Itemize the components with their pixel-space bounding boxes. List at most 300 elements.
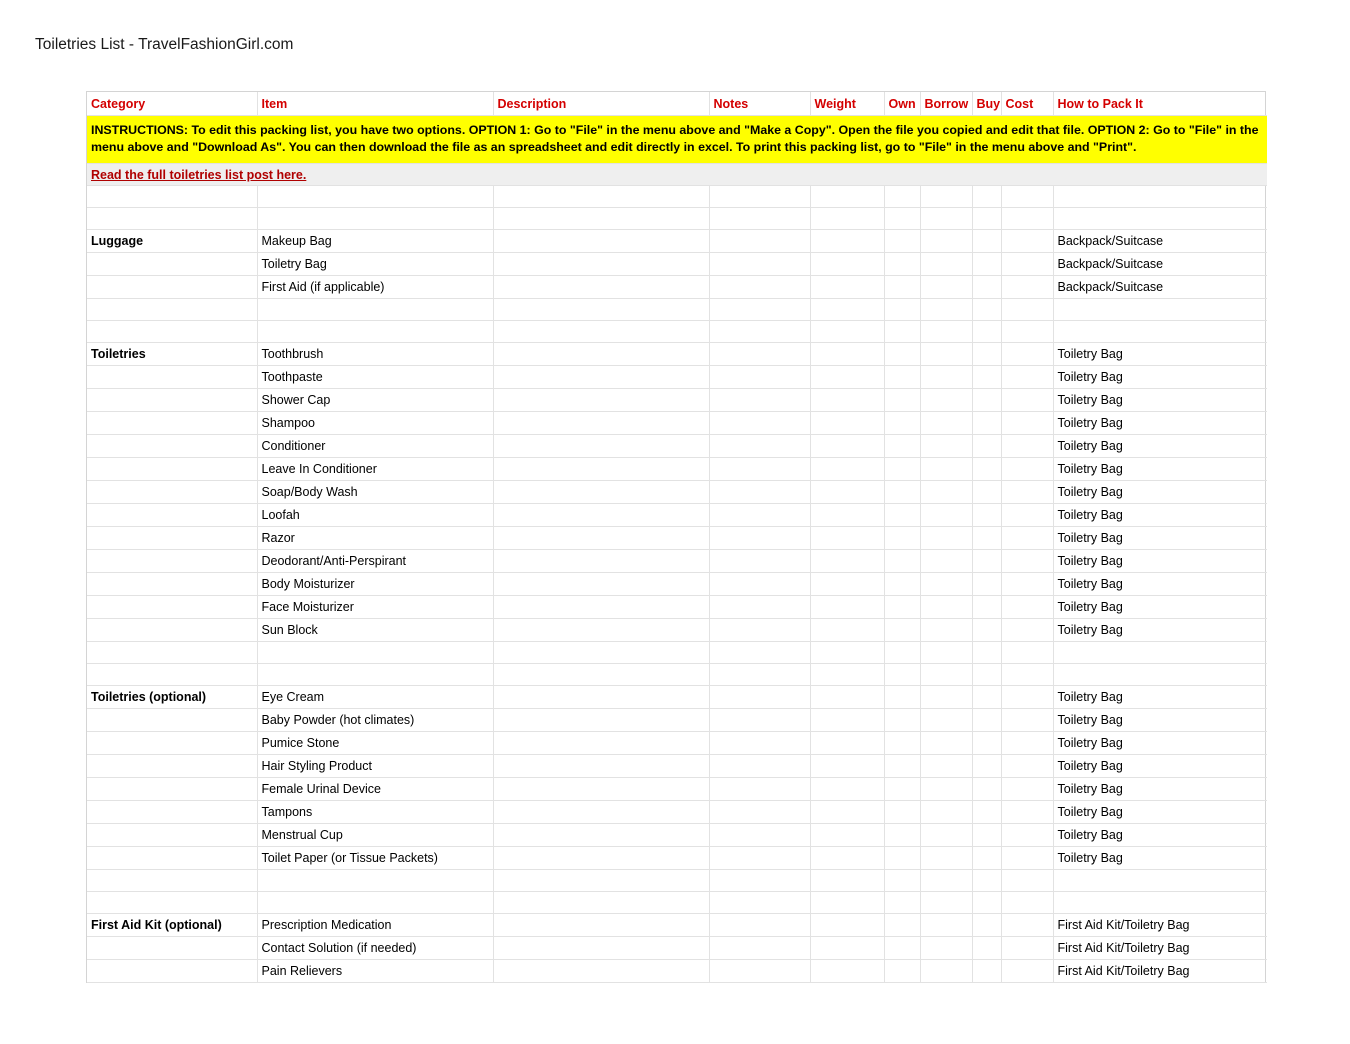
cell-cost[interactable] [1001, 960, 1053, 983]
cell-notes[interactable] [709, 550, 810, 573]
column-header[interactable]: How to Pack It [1053, 92, 1267, 116]
cell-buy[interactable] [972, 299, 1001, 321]
cell-own[interactable] [884, 686, 920, 709]
cell-own[interactable] [884, 435, 920, 458]
cell-desc[interactable] [493, 389, 709, 412]
cell-category[interactable] [87, 276, 257, 299]
cell-own[interactable] [884, 937, 920, 960]
cell-notes[interactable] [709, 937, 810, 960]
cell-cost[interactable] [1001, 321, 1053, 343]
cell-cost[interactable] [1001, 186, 1053, 208]
cell-cost[interactable] [1001, 504, 1053, 527]
cell-item[interactable]: Loofah [257, 504, 493, 527]
cell-how-to-pack[interactable]: Toiletry Bag [1053, 435, 1267, 458]
cell-buy[interactable] [972, 276, 1001, 299]
cell-borrow[interactable] [920, 870, 972, 892]
cell-how-to-pack[interactable]: Toiletry Bag [1053, 458, 1267, 481]
cell-weight[interactable] [810, 732, 884, 755]
cell-category[interactable] [87, 321, 257, 343]
cell-weight[interactable] [810, 960, 884, 983]
cell-borrow[interactable] [920, 481, 972, 504]
cell-notes[interactable] [709, 573, 810, 596]
cell-own[interactable] [884, 778, 920, 801]
cell-cost[interactable] [1001, 366, 1053, 389]
cell-borrow[interactable] [920, 686, 972, 709]
cell-cost[interactable] [1001, 870, 1053, 892]
cell-weight[interactable] [810, 870, 884, 892]
cell-desc[interactable] [493, 321, 709, 343]
cell-how-to-pack[interactable] [1053, 664, 1267, 686]
cell-buy[interactable] [972, 778, 1001, 801]
cell-desc[interactable] [493, 186, 709, 208]
cell-category[interactable] [87, 664, 257, 686]
cell-desc[interactable] [493, 343, 709, 366]
cell-notes[interactable] [709, 253, 810, 276]
cell-how-to-pack[interactable]: Toiletry Bag [1053, 824, 1267, 847]
cell-cost[interactable] [1001, 343, 1053, 366]
cell-buy[interactable] [972, 847, 1001, 870]
cell-item[interactable]: Female Urinal Device [257, 778, 493, 801]
cell-category[interactable] [87, 892, 257, 914]
cell-notes[interactable] [709, 686, 810, 709]
cell-cost[interactable] [1001, 892, 1053, 914]
cell-notes[interactable] [709, 230, 810, 253]
cell-item[interactable]: First Aid (if applicable) [257, 276, 493, 299]
cell-cost[interactable] [1001, 481, 1053, 504]
cell-buy[interactable] [972, 664, 1001, 686]
cell-borrow[interactable] [920, 960, 972, 983]
cell-category[interactable] [87, 619, 257, 642]
cell-item[interactable]: Soap/Body Wash [257, 481, 493, 504]
cell-how-to-pack[interactable]: Toiletry Bag [1053, 412, 1267, 435]
cell-item[interactable] [257, 642, 493, 664]
cell-borrow[interactable] [920, 596, 972, 619]
cell-borrow[interactable] [920, 709, 972, 732]
cell-own[interactable] [884, 914, 920, 937]
cell-how-to-pack[interactable]: Toiletry Bag [1053, 686, 1267, 709]
cell-notes[interactable] [709, 435, 810, 458]
cell-buy[interactable] [972, 960, 1001, 983]
cell-notes[interactable] [709, 778, 810, 801]
cell-buy[interactable] [972, 208, 1001, 230]
column-header[interactable]: Borrow [920, 92, 972, 116]
cell-cost[interactable] [1001, 435, 1053, 458]
cell-notes[interactable] [709, 870, 810, 892]
cell-item[interactable]: Eye Cream [257, 686, 493, 709]
cell-notes[interactable] [709, 186, 810, 208]
cell-buy[interactable] [972, 230, 1001, 253]
cell-notes[interactable] [709, 412, 810, 435]
cell-notes[interactable] [709, 343, 810, 366]
cell-own[interactable] [884, 366, 920, 389]
cell-borrow[interactable] [920, 389, 972, 412]
cell-borrow[interactable] [920, 914, 972, 937]
cell-own[interactable] [884, 732, 920, 755]
cell-category[interactable] [87, 366, 257, 389]
cell-category[interactable] [87, 389, 257, 412]
cell-borrow[interactable] [920, 435, 972, 458]
column-header[interactable]: Weight [810, 92, 884, 116]
cell-weight[interactable] [810, 573, 884, 596]
cell-desc[interactable] [493, 870, 709, 892]
cell-notes[interactable] [709, 801, 810, 824]
cell-own[interactable] [884, 870, 920, 892]
cell-weight[interactable] [810, 412, 884, 435]
cell-borrow[interactable] [920, 504, 972, 527]
cell-borrow[interactable] [920, 299, 972, 321]
cell-buy[interactable] [972, 458, 1001, 481]
cell-cost[interactable] [1001, 709, 1053, 732]
cell-desc[interactable] [493, 366, 709, 389]
cell-desc[interactable] [493, 778, 709, 801]
cell-how-to-pack[interactable]: Toiletry Bag [1053, 732, 1267, 755]
cell-notes[interactable] [709, 458, 810, 481]
cell-weight[interactable] [810, 664, 884, 686]
cell-how-to-pack[interactable]: Toiletry Bag [1053, 619, 1267, 642]
cell-borrow[interactable] [920, 892, 972, 914]
cell-item[interactable]: Makeup Bag [257, 230, 493, 253]
cell-cost[interactable] [1001, 299, 1053, 321]
cell-borrow[interactable] [920, 550, 972, 573]
cell-category[interactable] [87, 208, 257, 230]
cell-weight[interactable] [810, 389, 884, 412]
cell-buy[interactable] [972, 686, 1001, 709]
cell-item[interactable]: Baby Powder (hot climates) [257, 709, 493, 732]
cell-desc[interactable] [493, 208, 709, 230]
cell-buy[interactable] [972, 481, 1001, 504]
cell-buy[interactable] [972, 412, 1001, 435]
cell-how-to-pack[interactable]: Toiletry Bag [1053, 481, 1267, 504]
column-header[interactable]: Buy [972, 92, 1001, 116]
cell-cost[interactable] [1001, 253, 1053, 276]
cell-weight[interactable] [810, 619, 884, 642]
cell-cost[interactable] [1001, 847, 1053, 870]
cell-borrow[interactable] [920, 253, 972, 276]
cell-borrow[interactable] [920, 208, 972, 230]
cell-how-to-pack[interactable] [1053, 642, 1267, 664]
cell-item[interactable]: Razor [257, 527, 493, 550]
cell-buy[interactable] [972, 573, 1001, 596]
cell-borrow[interactable] [920, 527, 972, 550]
cell-category[interactable]: First Aid Kit (optional) [87, 914, 257, 937]
cell-desc[interactable] [493, 435, 709, 458]
cell-cost[interactable] [1001, 527, 1053, 550]
cell-how-to-pack[interactable]: Toiletry Bag [1053, 778, 1267, 801]
cell-how-to-pack[interactable]: Toiletry Bag [1053, 801, 1267, 824]
cell-desc[interactable] [493, 755, 709, 778]
cell-buy[interactable] [972, 527, 1001, 550]
cell-notes[interactable] [709, 709, 810, 732]
column-header[interactable]: Own [884, 92, 920, 116]
cell-item[interactable]: Body Moisturizer [257, 573, 493, 596]
cell-cost[interactable] [1001, 824, 1053, 847]
cell-how-to-pack[interactable] [1053, 299, 1267, 321]
cell-buy[interactable] [972, 366, 1001, 389]
cell-desc[interactable] [493, 801, 709, 824]
cell-desc[interactable] [493, 412, 709, 435]
cell-how-to-pack[interactable]: Toiletry Bag [1053, 709, 1267, 732]
cell-category[interactable] [87, 504, 257, 527]
cell-own[interactable] [884, 573, 920, 596]
cell-item[interactable]: Sun Block [257, 619, 493, 642]
cell-borrow[interactable] [920, 366, 972, 389]
cell-notes[interactable] [709, 847, 810, 870]
cell-desc[interactable] [493, 937, 709, 960]
cell-cost[interactable] [1001, 276, 1053, 299]
cell-weight[interactable] [810, 343, 884, 366]
cell-own[interactable] [884, 801, 920, 824]
cell-desc[interactable] [493, 686, 709, 709]
cell-weight[interactable] [810, 755, 884, 778]
cell-category[interactable] [87, 755, 257, 778]
cell-category[interactable]: Toiletries (optional) [87, 686, 257, 709]
cell-buy[interactable] [972, 435, 1001, 458]
cell-how-to-pack[interactable] [1053, 186, 1267, 208]
cell-desc[interactable] [493, 253, 709, 276]
cell-borrow[interactable] [920, 755, 972, 778]
cell-weight[interactable] [810, 435, 884, 458]
cell-weight[interactable] [810, 686, 884, 709]
cell-own[interactable] [884, 230, 920, 253]
cell-notes[interactable] [709, 321, 810, 343]
cell-item[interactable]: Shampoo [257, 412, 493, 435]
cell-cost[interactable] [1001, 596, 1053, 619]
cell-desc[interactable] [493, 481, 709, 504]
cell-cost[interactable] [1001, 914, 1053, 937]
cell-how-to-pack[interactable]: Toiletry Bag [1053, 596, 1267, 619]
cell-desc[interactable] [493, 230, 709, 253]
cell-borrow[interactable] [920, 847, 972, 870]
cell-how-to-pack[interactable]: Toiletry Bag [1053, 527, 1267, 550]
cell-notes[interactable] [709, 366, 810, 389]
cell-category[interactable] [87, 709, 257, 732]
cell-own[interactable] [884, 321, 920, 343]
cell-borrow[interactable] [920, 573, 972, 596]
cell-weight[interactable] [810, 642, 884, 664]
cell-how-to-pack[interactable]: Toiletry Bag [1053, 343, 1267, 366]
cell-notes[interactable] [709, 664, 810, 686]
cell-item[interactable] [257, 892, 493, 914]
cell-item[interactable]: Tampons [257, 801, 493, 824]
cell-buy[interactable] [972, 253, 1001, 276]
cell-notes[interactable] [709, 960, 810, 983]
cell-borrow[interactable] [920, 276, 972, 299]
cell-buy[interactable] [972, 321, 1001, 343]
cell-item[interactable] [257, 299, 493, 321]
cell-weight[interactable] [810, 550, 884, 573]
cell-weight[interactable] [810, 596, 884, 619]
cell-how-to-pack[interactable] [1053, 208, 1267, 230]
cell-category[interactable] [87, 458, 257, 481]
cell-cost[interactable] [1001, 732, 1053, 755]
cell-borrow[interactable] [920, 642, 972, 664]
cell-notes[interactable] [709, 504, 810, 527]
cell-borrow[interactable] [920, 937, 972, 960]
cell-item[interactable]: Toothpaste [257, 366, 493, 389]
cell-buy[interactable] [972, 642, 1001, 664]
cell-category[interactable] [87, 527, 257, 550]
toiletries-post-link[interactable]: Read the full toiletries list post here. [91, 167, 307, 182]
cell-notes[interactable] [709, 914, 810, 937]
cell-cost[interactable] [1001, 230, 1053, 253]
cell-category[interactable] [87, 870, 257, 892]
cell-cost[interactable] [1001, 801, 1053, 824]
column-header[interactable]: Item [257, 92, 493, 116]
cell-how-to-pack[interactable]: First Aid Kit/Toiletry Bag [1053, 960, 1267, 983]
cell-own[interactable] [884, 343, 920, 366]
cell-weight[interactable] [810, 208, 884, 230]
cell-buy[interactable] [972, 619, 1001, 642]
cell-buy[interactable] [972, 892, 1001, 914]
column-header[interactable]: Notes [709, 92, 810, 116]
cell-item[interactable]: Deodorant/Anti-Perspirant [257, 550, 493, 573]
cell-buy[interactable] [972, 870, 1001, 892]
cell-item[interactable]: Pain Relievers [257, 960, 493, 983]
cell-how-to-pack[interactable]: Backpack/Suitcase [1053, 253, 1267, 276]
cell-category[interactable] [87, 412, 257, 435]
cell-how-to-pack[interactable]: First Aid Kit/Toiletry Bag [1053, 937, 1267, 960]
cell-weight[interactable] [810, 276, 884, 299]
cell-desc[interactable] [493, 504, 709, 527]
cell-weight[interactable] [810, 321, 884, 343]
cell-own[interactable] [884, 208, 920, 230]
cell-borrow[interactable] [920, 824, 972, 847]
cell-category[interactable] [87, 186, 257, 208]
cell-category[interactable] [87, 847, 257, 870]
cell-notes[interactable] [709, 642, 810, 664]
cell-cost[interactable] [1001, 550, 1053, 573]
cell-weight[interactable] [810, 253, 884, 276]
cell-how-to-pack[interactable]: Toiletry Bag [1053, 504, 1267, 527]
cell-how-to-pack[interactable]: Toiletry Bag [1053, 366, 1267, 389]
cell-desc[interactable] [493, 550, 709, 573]
cell-own[interactable] [884, 664, 920, 686]
cell-buy[interactable] [972, 755, 1001, 778]
cell-desc[interactable] [493, 642, 709, 664]
cell-desc[interactable] [493, 619, 709, 642]
cell-own[interactable] [884, 709, 920, 732]
cell-weight[interactable] [810, 527, 884, 550]
cell-how-to-pack[interactable]: Toiletry Bag [1053, 755, 1267, 778]
cell-category[interactable]: Luggage [87, 230, 257, 253]
cell-item[interactable] [257, 321, 493, 343]
cell-category[interactable] [87, 778, 257, 801]
cell-notes[interactable] [709, 824, 810, 847]
cell-desc[interactable] [493, 596, 709, 619]
cell-category[interactable] [87, 596, 257, 619]
cell-weight[interactable] [810, 778, 884, 801]
cell-notes[interactable] [709, 208, 810, 230]
cell-buy[interactable] [972, 914, 1001, 937]
cell-borrow[interactable] [920, 343, 972, 366]
cell-category[interactable] [87, 550, 257, 573]
cell-weight[interactable] [810, 481, 884, 504]
cell-item[interactable]: Leave In Conditioner [257, 458, 493, 481]
cell-category[interactable] [87, 481, 257, 504]
cell-how-to-pack[interactable] [1053, 870, 1267, 892]
cell-how-to-pack[interactable] [1053, 892, 1267, 914]
cell-own[interactable] [884, 481, 920, 504]
cell-borrow[interactable] [920, 186, 972, 208]
cell-how-to-pack[interactable]: First Aid Kit/Toiletry Bag [1053, 914, 1267, 937]
cell-notes[interactable] [709, 755, 810, 778]
cell-cost[interactable] [1001, 664, 1053, 686]
cell-desc[interactable] [493, 960, 709, 983]
cell-notes[interactable] [709, 276, 810, 299]
cell-item[interactable]: Toiletry Bag [257, 253, 493, 276]
cell-own[interactable] [884, 960, 920, 983]
cell-item[interactable] [257, 186, 493, 208]
cell-own[interactable] [884, 412, 920, 435]
cell-own[interactable] [884, 892, 920, 914]
cell-item[interactable] [257, 870, 493, 892]
cell-own[interactable] [884, 619, 920, 642]
cell-desc[interactable] [493, 732, 709, 755]
column-header[interactable]: Description [493, 92, 709, 116]
cell-own[interactable] [884, 253, 920, 276]
cell-item[interactable]: Prescription Medication [257, 914, 493, 937]
cell-cost[interactable] [1001, 458, 1053, 481]
cell-notes[interactable] [709, 596, 810, 619]
cell-buy[interactable] [972, 937, 1001, 960]
cell-notes[interactable] [709, 299, 810, 321]
cell-category[interactable] [87, 732, 257, 755]
cell-desc[interactable] [493, 573, 709, 596]
cell-desc[interactable] [493, 914, 709, 937]
cell-item[interactable]: Hair Styling Product [257, 755, 493, 778]
cell-desc[interactable] [493, 276, 709, 299]
column-header[interactable]: Category [87, 92, 257, 116]
cell-own[interactable] [884, 458, 920, 481]
cell-notes[interactable] [709, 527, 810, 550]
cell-how-to-pack[interactable]: Backpack/Suitcase [1053, 276, 1267, 299]
cell-item[interactable]: Toothbrush [257, 343, 493, 366]
cell-category[interactable]: Toiletries [87, 343, 257, 366]
cell-own[interactable] [884, 186, 920, 208]
cell-own[interactable] [884, 642, 920, 664]
cell-own[interactable] [884, 550, 920, 573]
cell-desc[interactable] [493, 527, 709, 550]
cell-notes[interactable] [709, 619, 810, 642]
cell-buy[interactable] [972, 343, 1001, 366]
cell-desc[interactable] [493, 299, 709, 321]
cell-category[interactable] [87, 299, 257, 321]
cell-borrow[interactable] [920, 778, 972, 801]
cell-cost[interactable] [1001, 755, 1053, 778]
cell-own[interactable] [884, 276, 920, 299]
cell-buy[interactable] [972, 596, 1001, 619]
cell-notes[interactable] [709, 481, 810, 504]
cell-item[interactable]: Shower Cap [257, 389, 493, 412]
cell-borrow[interactable] [920, 230, 972, 253]
cell-own[interactable] [884, 389, 920, 412]
cell-weight[interactable] [810, 847, 884, 870]
cell-cost[interactable] [1001, 686, 1053, 709]
cell-weight[interactable] [810, 458, 884, 481]
cell-notes[interactable] [709, 892, 810, 914]
cell-category[interactable] [87, 937, 257, 960]
cell-cost[interactable] [1001, 412, 1053, 435]
cell-own[interactable] [884, 847, 920, 870]
cell-how-to-pack[interactable]: Backpack/Suitcase [1053, 230, 1267, 253]
cell-borrow[interactable] [920, 458, 972, 481]
cell-weight[interactable] [810, 824, 884, 847]
cell-cost[interactable] [1001, 937, 1053, 960]
cell-desc[interactable] [493, 664, 709, 686]
cell-how-to-pack[interactable]: Toiletry Bag [1053, 550, 1267, 573]
cell-weight[interactable] [810, 914, 884, 937]
cell-borrow[interactable] [920, 664, 972, 686]
